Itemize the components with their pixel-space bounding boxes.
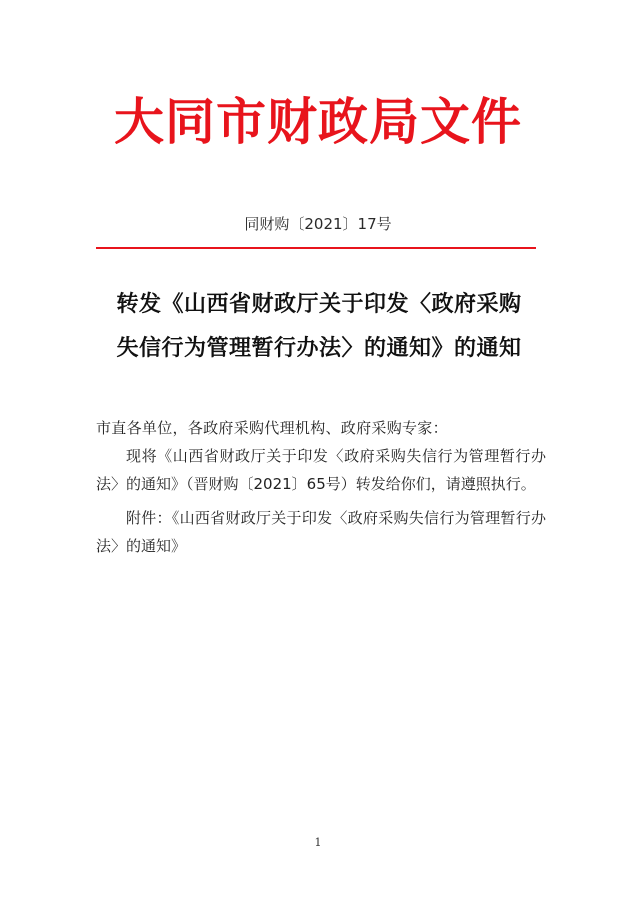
document-issuer-title: 大同市财政局文件: [114, 92, 522, 151]
document-title: [86, 283, 552, 371]
document-number: 同财购〔2021〕17号: [244, 215, 392, 233]
body-paragraph: 现将《山西省财政厅关于印发〈政府采购失信行为管理暂行办法〉的通知》（晋财购〔2021〕65号）转发给你们，请遵照执行。: [96, 447, 546, 493]
header-divider: [96, 247, 536, 249]
recipients-line: 市直各单位，各政府采购代理机构、政府采购专家：: [96, 419, 448, 437]
document-title-line-1: 转发《山西省财政厅关于印发〈政府采购: [116, 292, 522, 317]
document-title-line-2: 失信行为管理暂行办法〉的通知》的通知: [116, 336, 522, 361]
attachment-line: 附件：《山西省财政厅关于印发〈政府采购失信行为管理暂行办法〉的通知》: [96, 509, 546, 555]
document-body: [96, 414, 546, 560]
page-number: 1: [314, 836, 322, 849]
